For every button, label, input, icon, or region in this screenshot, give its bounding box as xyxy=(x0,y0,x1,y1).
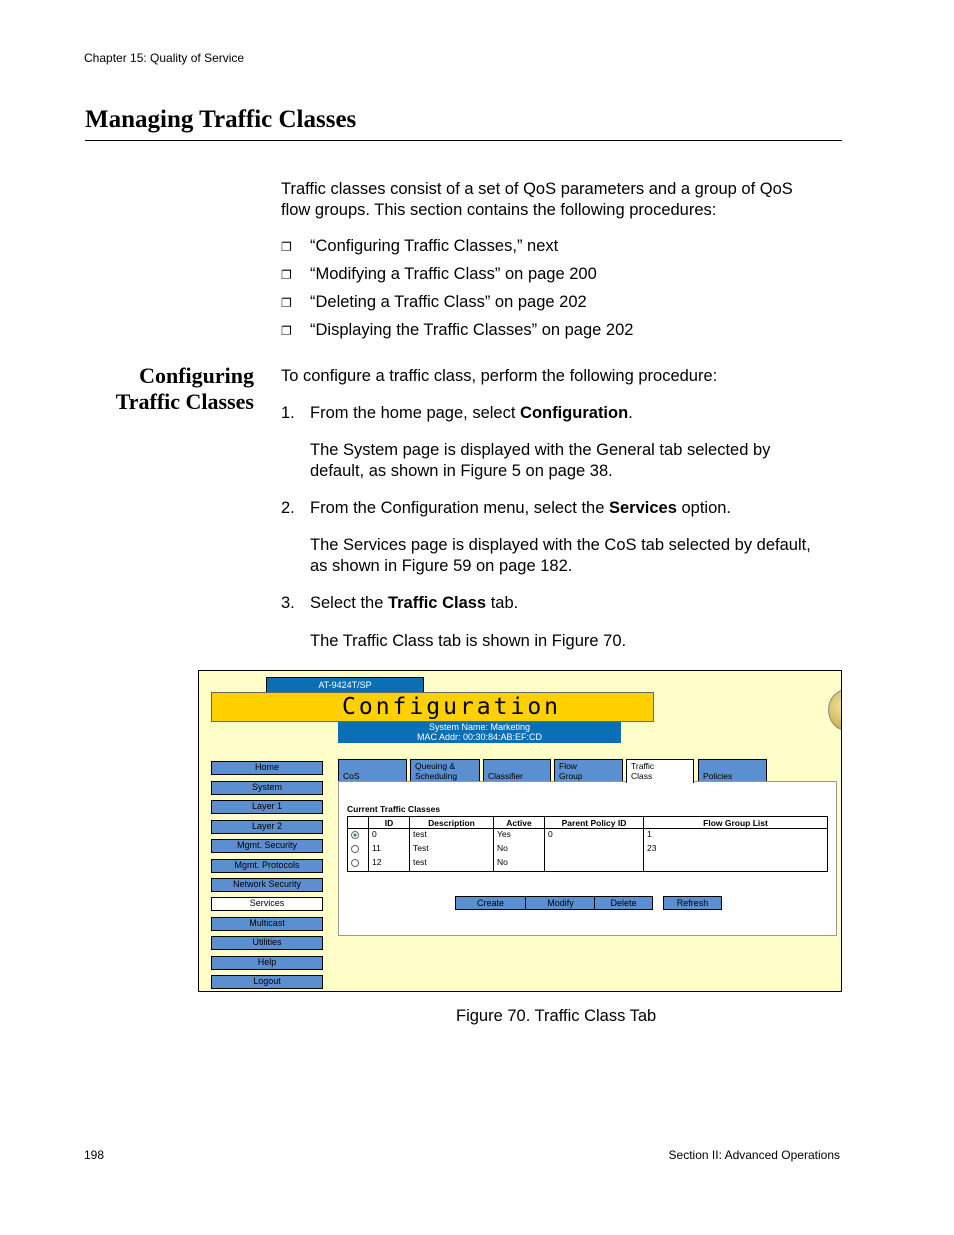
configuration-title: Configuration xyxy=(342,694,562,720)
traffic-class-table xyxy=(347,816,828,872)
tab-cos[interactable] xyxy=(338,759,407,781)
create-button[interactable]: Create xyxy=(455,896,526,910)
tab-label: Flow xyxy=(559,761,577,771)
step-2-note-line-2: as shown in Figure 59 on page 182. xyxy=(310,557,573,575)
id-cell: 11 xyxy=(369,843,410,857)
bullet-item: “Modifying a Traffic Class” on page 200 xyxy=(310,265,597,283)
nav-layer-2[interactable]: Layer 2 xyxy=(211,820,323,834)
delete-button[interactable]: Delete xyxy=(594,896,653,910)
tab-label: Group xyxy=(559,771,583,781)
tab-label: Queuing & xyxy=(415,761,456,771)
column-header: Flow Group List xyxy=(644,817,828,829)
procedure-lead: To configure a traffic class, perform the following procedure: xyxy=(281,367,718,385)
nav-system[interactable]: System xyxy=(211,781,323,795)
nav-utilities[interactable]: Utilities xyxy=(211,936,323,950)
page-title: Managing Traffic Classes xyxy=(85,106,357,133)
nav-help[interactable]: Help xyxy=(211,956,323,970)
globe-logo-icon xyxy=(828,689,842,731)
step-1-note-line-2: default, as shown in Figure 5 on page 38. xyxy=(310,462,613,480)
intro-line-1: Traffic classes consist of a set of QoS parameters and a group of QoS xyxy=(281,180,793,198)
step-text-part: From the home page, select xyxy=(310,404,521,422)
tab-queuing-scheduling[interactable] xyxy=(410,759,480,781)
running-footer: Section II: Advanced Operations xyxy=(668,1148,840,1162)
column-header xyxy=(348,817,369,829)
figure-screenshot xyxy=(198,670,842,992)
configuration-banner xyxy=(211,692,654,722)
flow-group-cell xyxy=(644,857,828,872)
system-info xyxy=(338,722,621,743)
section-heading-line-1: Configuring xyxy=(139,363,254,388)
id-cell: 0 xyxy=(369,829,410,844)
column-header: ID xyxy=(369,817,410,829)
figure-caption: Figure 70. Traffic Class Tab xyxy=(456,1007,657,1025)
step-bold-term: Traffic Class xyxy=(387,594,487,612)
tab-label: Traffic xyxy=(631,761,655,771)
bullet-item: “Deleting a Traffic Class” on page 202 xyxy=(310,293,587,311)
nav-network-security[interactable]: Network Security xyxy=(211,878,323,892)
column-header: Active xyxy=(494,817,545,829)
step-1-text xyxy=(310,403,633,424)
bullet-icon: ❐ xyxy=(281,296,292,310)
refresh-button[interactable]: Refresh xyxy=(663,896,722,910)
bullet-item: “Configuring Traffic Classes,” next xyxy=(310,237,559,255)
step-number: 3. xyxy=(281,594,295,612)
description-cell: Test xyxy=(410,843,494,857)
parent-policy-cell xyxy=(545,857,644,872)
page-number: 198 xyxy=(84,1148,105,1162)
nav-mgmt-protocols[interactable]: Mgmt. Protocols xyxy=(211,859,323,873)
bullet-icon: ❐ xyxy=(281,240,292,254)
tab-label: Policies xyxy=(703,771,733,781)
nav-layer-1[interactable]: Layer 1 xyxy=(211,800,323,814)
nav-home[interactable]: Home xyxy=(211,761,323,775)
radio-selected-icon[interactable] xyxy=(351,831,359,839)
step-2-text xyxy=(310,498,731,519)
parent-policy-cell: 0 xyxy=(545,829,644,844)
title-rule xyxy=(85,140,842,141)
bullet-icon: ❐ xyxy=(281,324,292,338)
column-header: Description xyxy=(410,817,494,829)
bullet-icon: ❐ xyxy=(281,268,292,282)
table-header-row xyxy=(348,817,828,829)
step-1-note-line-1: The System page is displayed with the General tab selected by xyxy=(310,441,771,459)
tab-flow-group[interactable] xyxy=(554,759,623,781)
section-heading-line-2: Traffic Classes xyxy=(115,389,254,414)
bullet-item: “Displaying the Traffic Classes” on page 202 xyxy=(310,321,634,339)
description-cell: test xyxy=(410,829,494,844)
active-cell: No xyxy=(494,843,545,857)
tab-policies[interactable] xyxy=(698,759,767,781)
model-badge: AT-9424T/SP xyxy=(266,677,424,693)
active-cell: Yes xyxy=(494,829,545,844)
active-cell: No xyxy=(494,857,545,872)
step-bold-term: Services xyxy=(608,499,677,517)
step-text-part: Select the xyxy=(310,594,388,612)
section-heading xyxy=(60,363,254,415)
step-text-part: tab. xyxy=(486,594,519,612)
flow-group-cell: 23 xyxy=(644,843,828,857)
table-row[interactable] xyxy=(348,857,828,872)
tab-traffic-class[interactable] xyxy=(626,759,694,783)
system-name: System Name: Marketing xyxy=(428,722,531,732)
step-text-part: option. xyxy=(676,499,732,517)
modify-button[interactable]: Modify xyxy=(525,896,596,910)
nav-mgmt-security[interactable]: Mgmt. Security xyxy=(211,839,323,853)
row-select-cell[interactable] xyxy=(348,843,369,857)
parent-policy-cell xyxy=(545,843,644,857)
tab-classifier[interactable] xyxy=(483,759,551,781)
flow-group-cell: 1 xyxy=(644,829,828,844)
table-title: Current Traffic Classes xyxy=(347,804,441,814)
tab-label: CoS xyxy=(343,771,360,781)
step-number: 2. xyxy=(281,499,295,517)
column-header: Parent Policy ID xyxy=(545,817,644,829)
step-3-text xyxy=(310,593,518,614)
radio-icon[interactable] xyxy=(351,859,359,867)
nav-services[interactable]: Services xyxy=(211,897,323,911)
step-number: 1. xyxy=(281,404,295,422)
running-header: Chapter 15: Quality of Service xyxy=(84,51,245,65)
description-cell: test xyxy=(410,857,494,872)
step-2-note-line-1: The Services page is displayed with the CoS tab selected by default, xyxy=(310,536,811,554)
step-text-part: . xyxy=(628,404,633,422)
row-select-cell[interactable] xyxy=(348,829,369,844)
mac-address: MAC Addr: 00:30:84:AB:EF:CD xyxy=(416,732,543,742)
tab-label: Class xyxy=(631,771,653,781)
step-bold-term: Configuration xyxy=(520,404,629,422)
row-select-cell[interactable] xyxy=(348,857,369,872)
tab-label: Scheduling xyxy=(415,771,458,781)
tab-label: Classifier xyxy=(488,771,523,781)
nav-logout[interactable]: Logout xyxy=(211,975,323,989)
traffic-class-panel xyxy=(338,781,837,936)
table-row[interactable] xyxy=(348,829,828,844)
intro-line-2: flow groups. This section contains the following procedures: xyxy=(281,201,717,219)
step-3-note: The Traffic Class tab is shown in Figure 70. xyxy=(310,632,627,650)
radio-icon[interactable] xyxy=(351,845,359,853)
step-text-part: From the Configuration menu, select the xyxy=(310,499,609,517)
nav-multicast[interactable]: Multicast xyxy=(211,917,323,931)
id-cell: 12 xyxy=(369,857,410,872)
table-row[interactable] xyxy=(348,843,828,857)
